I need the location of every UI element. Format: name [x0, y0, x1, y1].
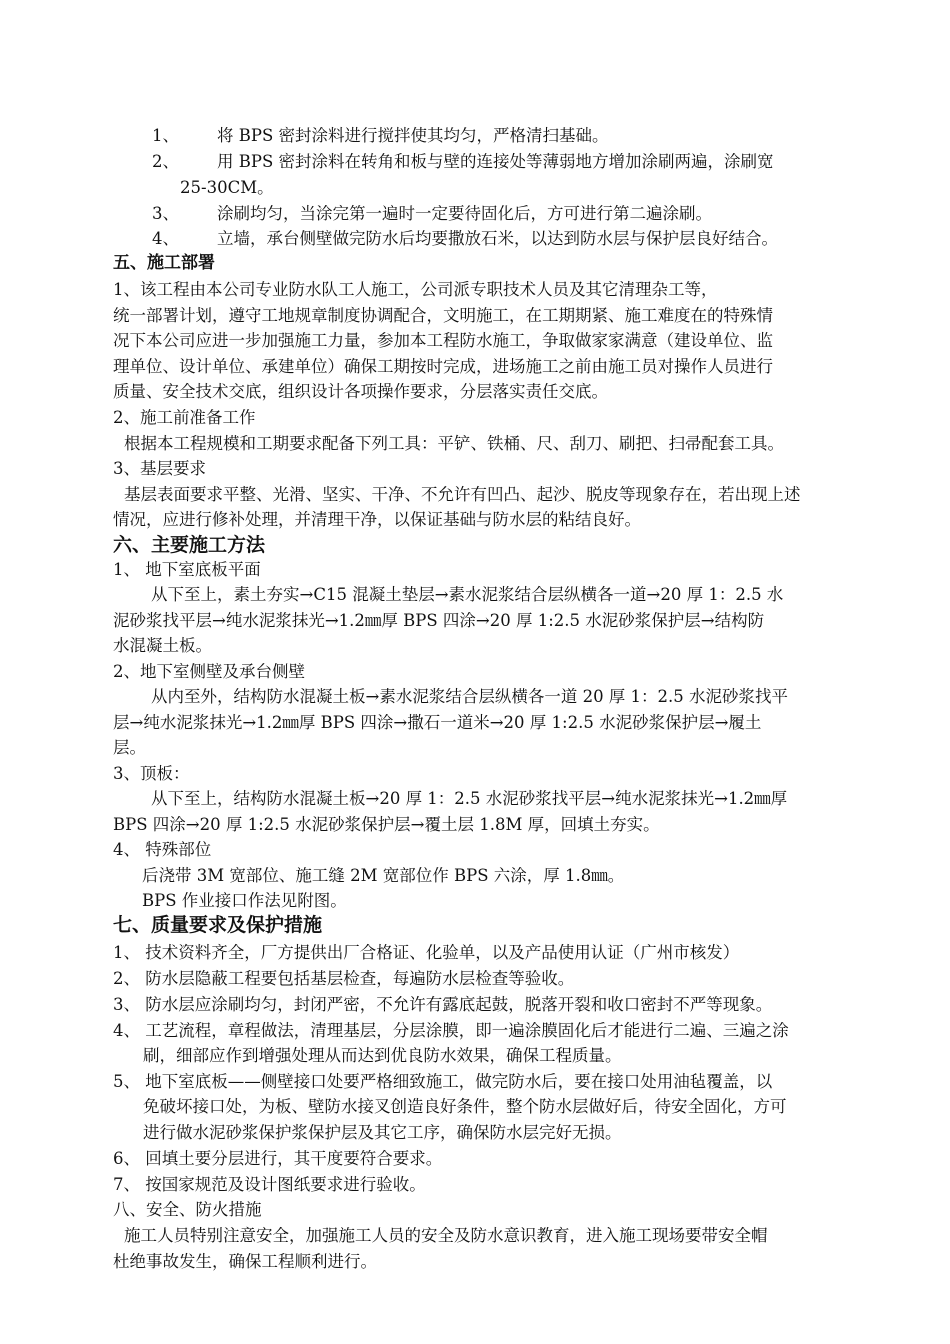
sec7-item2: 2、 防水层隐蔽工程要包括基层检查，每遍防水层检查等验收。	[113, 969, 575, 988]
step-4	[152, 226, 778, 252]
sec7-item5-line1: 5、 地下室底板——侧壁接口处要严格细致施工，做完防水后，要在接口处用油毡覆盖，以	[113, 1072, 773, 1091]
step-3-text: 涂刷均匀，当涂完第一遍时一定要待固化后，方可进行第二遍涂刷。	[217, 204, 712, 223]
step-2-continuation: 25-30CM。	[180, 178, 274, 197]
sec5-para1-line4: 理单位、设计单位、承建单位）确保工期按时完成，进场施工之前由施工员对操作人员进行	[113, 357, 773, 376]
sec7-item4-line1: 4、 工艺流程，章程做法，清理基层，分层涂膜，即一遍涂膜固化后才能进行二遍、三遍之涂	[113, 1021, 789, 1040]
sec5-para1-line1: 1、该工程由本公司专业防水队工人施工，公司派专职技术人员及其它清理杂工等，	[113, 280, 718, 299]
sec5-prep-body: 根据本工程规模和工期要求配备下列工具：平铲、铁桶、尺、刮刀、刷把、扫帚配套工具。	[124, 434, 784, 453]
sec5-base-title: 3、基层要求	[113, 459, 206, 478]
sec6-item1-line2: 泥砂浆找平层→纯水泥浆抹光→1.2㎜厚 BPS 四涂→20 厚 1:2.5 水泥砂浆保护层→结构防	[113, 611, 765, 630]
sec6-item1-line3: 水混凝土板。	[113, 636, 212, 655]
sec6-item3-title: 3、顶板：	[113, 764, 190, 783]
sec5-prep-title: 2、施工前准备工作	[113, 408, 256, 427]
step-1-number: 1、	[152, 126, 179, 145]
sec5-para1-line3: 况下本公司应进一步加强施工力量，参加本工程防水施工，争取做家家满意（建设单位、监	[113, 331, 773, 350]
sec5-base-line1: 基层表面要求平整、光滑、坚实、干净、不允许有凹凸、起沙、脱皮等现象存在，若出现上述	[124, 485, 801, 504]
sec7-item4-line2: 刷，细部应作到增强处理从而达到优良防水效果，确保工程质量。	[143, 1046, 622, 1065]
sec7-item7: 7、 按国家规范及设计图纸要求进行验收。	[113, 1175, 426, 1194]
sec8-line2: 杜绝事故发生，确保工程顺利进行。	[113, 1252, 377, 1271]
sec7-item5-line3: 进行做水泥砂浆保护浆保护层及其它工序，确保防水层完好无损。	[143, 1123, 622, 1142]
section-6-heading: 六、主要施工方法	[113, 534, 266, 556]
section-5-heading: 五、施工部署	[113, 253, 215, 273]
section-7-heading: 七、质量要求及保护措施	[113, 914, 323, 936]
step-2-text: 用 BPS 密封涂料在转角和板与壁的连接处等薄弱地方增加涂刷两遍，涂刷宽	[217, 152, 774, 171]
sec6-item2-line1: 从内至外，结构防水混凝土板→素水泥浆结合层纵横各一道 20 厚 1：2.5 水泥砂浆找平	[151, 687, 789, 706]
step-1	[152, 123, 609, 149]
sec6-item1-title: 1、 地下室底板平面	[113, 560, 261, 579]
sec8-line1: 施工人员特别注意安全，加强施工人员的安全及防水意识教育，进入施工现场要带安全帽	[124, 1226, 768, 1245]
sec6-item3-line1: 从下至上，结构防水混凝土板→20 厚 1：2.5 水泥砂浆找平层→纯水泥浆抹光→1.2㎜厚	[151, 789, 788, 808]
sec6-item3-line2: BPS 四涂→20 厚 1:2.5 水泥砂浆保护层→覆土层 1.8M 厚，回填土夯实。	[113, 815, 660, 834]
sec6-item1-line1: 从下至上，素土夯实→C15 混凝土垫层→素水泥浆结合层纵横各一道→20 厚 1：2.5 水	[151, 585, 784, 604]
section-8-heading: 八、安全、防火措施	[113, 1200, 262, 1219]
sec5-para1-line2: 统一部署计划，遵守工地规章制度协调配合，文明施工，在工期期紧、施工难度在的特殊情	[113, 306, 773, 325]
sec7-item1: 1、 技术资料齐全，厂方提供出厂合格证、化验单，以及产品使用认证（广州市核发）	[113, 943, 740, 962]
step-2-number: 2、	[152, 152, 179, 171]
sec7-item5-line2: 免破坏接口处，为板、壁防水接叉创造良好条件，整个防水层做好后，待安全固化，方可	[143, 1097, 787, 1116]
sec6-item2-line2: 层→纯水泥浆抹光→1.2㎜厚 BPS 四涂→撒石一道米→20 厚 1:2.5 水泥砂浆保护层→履土	[113, 713, 762, 732]
sec7-item6: 6、 回填土要分层进行，其干度要符合要求。	[113, 1149, 443, 1168]
sec6-item2-line3: 层。	[113, 738, 146, 757]
step-1-text: 将 BPS 密封涂料进行搅拌使其均匀，严格清扫基础。	[217, 126, 609, 145]
step-3-number: 3、	[152, 204, 179, 223]
step-3	[152, 201, 712, 227]
sec6-item4-line1: 后浇带 3M 宽部位、施工缝 2M 宽部位作 BPS 六涂，厚 1.8㎜。	[142, 866, 625, 885]
sec6-item4-line2: BPS 作业接口作法见附图。	[142, 891, 347, 910]
sec6-item4-title: 4、 特殊部位	[113, 840, 212, 859]
sec6-item2-title: 2、地下室侧壁及承台侧壁	[113, 662, 305, 681]
sec7-item3: 3、 防水层应涂刷均匀，封闭严密，不允许有露底起鼓，脱落开裂和收口密封不严等现象。	[113, 995, 773, 1014]
step-4-number: 4、	[152, 229, 179, 248]
step-2	[152, 149, 774, 175]
sec5-para1-line5: 质量、安全技术交底，组织设计各项操作要求，分层落实责任交底。	[113, 382, 608, 401]
sec5-base-line2: 情况，应进行修补处理，并清理干净，以保证基础与防水层的粘结良好。	[113, 510, 641, 529]
step-4-text: 立墙，承台侧壁做完防水后均要撒放石米，以达到防水层与保护层良好结合。	[217, 229, 778, 248]
